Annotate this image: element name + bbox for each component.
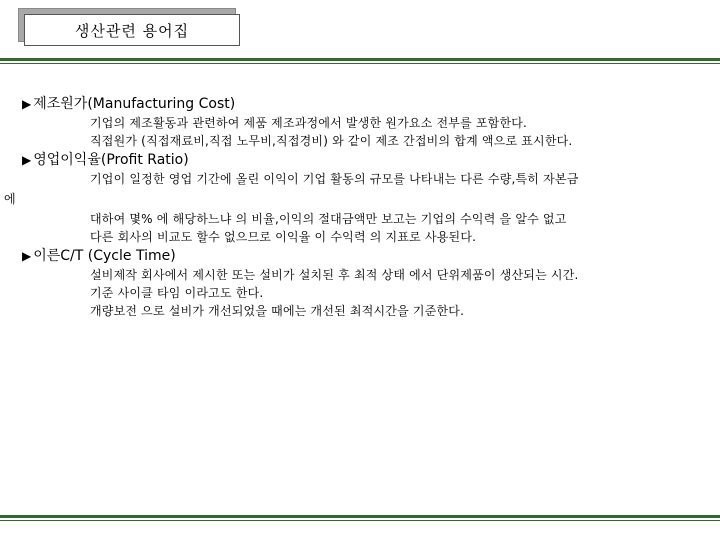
section-heading: 이른C/T (Cycle Time) [33, 248, 176, 264]
body-line: 설비제작 회사에서 제시한 또는 설비가 설치된 후 최적 상태 에서 단위제품이 생산되는 시간. [90, 268, 579, 282]
section-heading: 영업이익율(Profit Ratio) [33, 152, 189, 168]
body-line: 기준 사이클 타임 이라고도 한다. [90, 286, 264, 300]
triangle-bullet-icon: ▶ [22, 249, 32, 263]
top-divider [0, 58, 720, 65]
section-manufacturing-cost [22, 94, 702, 150]
body-line: 직접원가 (직접재료비,직접 노무비,직접경비) 와 같이 제조 간접비의 합계 액으로 표시한다. [90, 134, 573, 148]
title-box [18, 8, 242, 48]
triangle-bullet-icon: ▶ [22, 153, 32, 167]
body-line: 다른 회사의 비교도 할수 없으므로 이익율 이 수익력 의 지표로 사용된다. [90, 230, 477, 244]
section-profit-ratio [4, 150, 702, 246]
section-heading: 제조원가(Manufacturing Cost) [33, 96, 236, 112]
page-title: 생산관련 용어집 [24, 14, 240, 46]
bottom-divider [0, 515, 720, 522]
body-line: 대하여 몇% 에 해당하느냐 의 비율,이익의 절대금액만 보고는 기업의 수익력 을 알수 없고 [90, 212, 567, 226]
body-line: 기업이 일정한 영업 기간에 올린 이익이 기업 활동의 규모를 나타내는 다른 수량,특히 자본금 [90, 172, 579, 186]
triangle-bullet-icon: ▶ [22, 97, 32, 111]
content-body [4, 94, 702, 320]
body-line: 개량보전 으로 설비가 개선되었을 때에는 개선된 최적시간을 기준한다. [90, 304, 465, 318]
section-cycle-time [22, 246, 702, 320]
body-line: 기업의 제조활동과 관련하여 제품 제조과정에서 발생한 원가요소 전부를 포함한다. [90, 116, 528, 130]
body-line: 에 [4, 192, 16, 206]
